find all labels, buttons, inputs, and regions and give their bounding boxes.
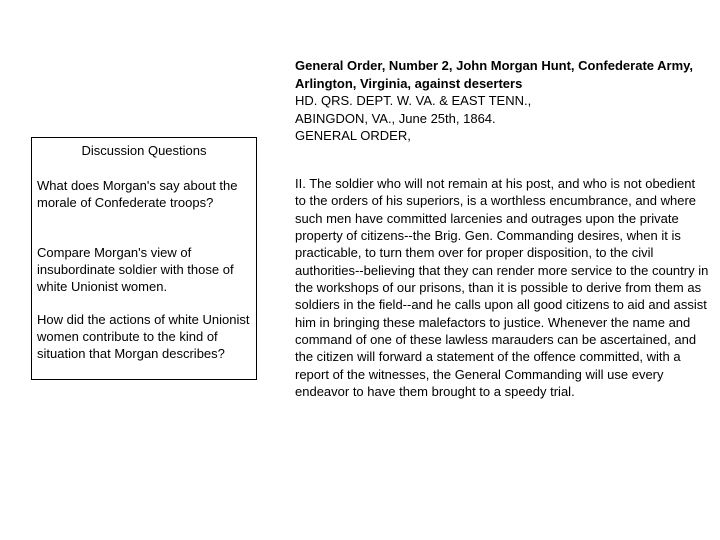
order-header-line-place-date: ABINGDON, VA., June 25th, 1864. (295, 110, 496, 126)
discussion-question-3: How did the actions of white Unionist women contribute to the kind of situation that Morgan describes? (37, 312, 250, 361)
order-header (295, 57, 715, 145)
discussion-question-2: Compare Morgan's view of insubordinate soldier with those of white Unionist women. (37, 245, 234, 294)
discussion-questions-title: Discussion Questions (81, 143, 207, 158)
order-header-line-general-order: GENERAL ORDER, (295, 128, 411, 143)
order-title: General Order, Number 2, John Morgan Hunt, Confederate Army, Arlington, Virginia, against deserters (295, 58, 694, 91)
discussion-questions-box (31, 137, 257, 380)
discussion-question-1: What does Morgan's say about the morale of Confederate troops? (37, 178, 238, 210)
order-header-line-headquarters: HD. QRS. DEPT. W. VA. & EAST TENN., (295, 93, 532, 108)
order-body-text: II. The soldier who will not remain at his post, and who is not obedient to the orders of his superiors, is a worthless encumbrance, and where such men have committed larcenies and outrages upon the private property of citizens--the Brig. Gen. Commanding desires, when it is practicable, to turn them over for proper disposition, to the civil authorities--believing that they can render more service to the country in the workshops of our prisons, than it is possible to derive from them as soldiers in the field--and he calls upon all good citizens to aid and assist him in bringing these malefactors to justice. Whenever the name and command of one of these lawless marauders can be ascertained, and the citizen will forward a statement of the offence committed, with a report of the witnesses, the General Commanding will use every endeavor to have them brought to a speedy trial. (295, 176, 709, 400)
